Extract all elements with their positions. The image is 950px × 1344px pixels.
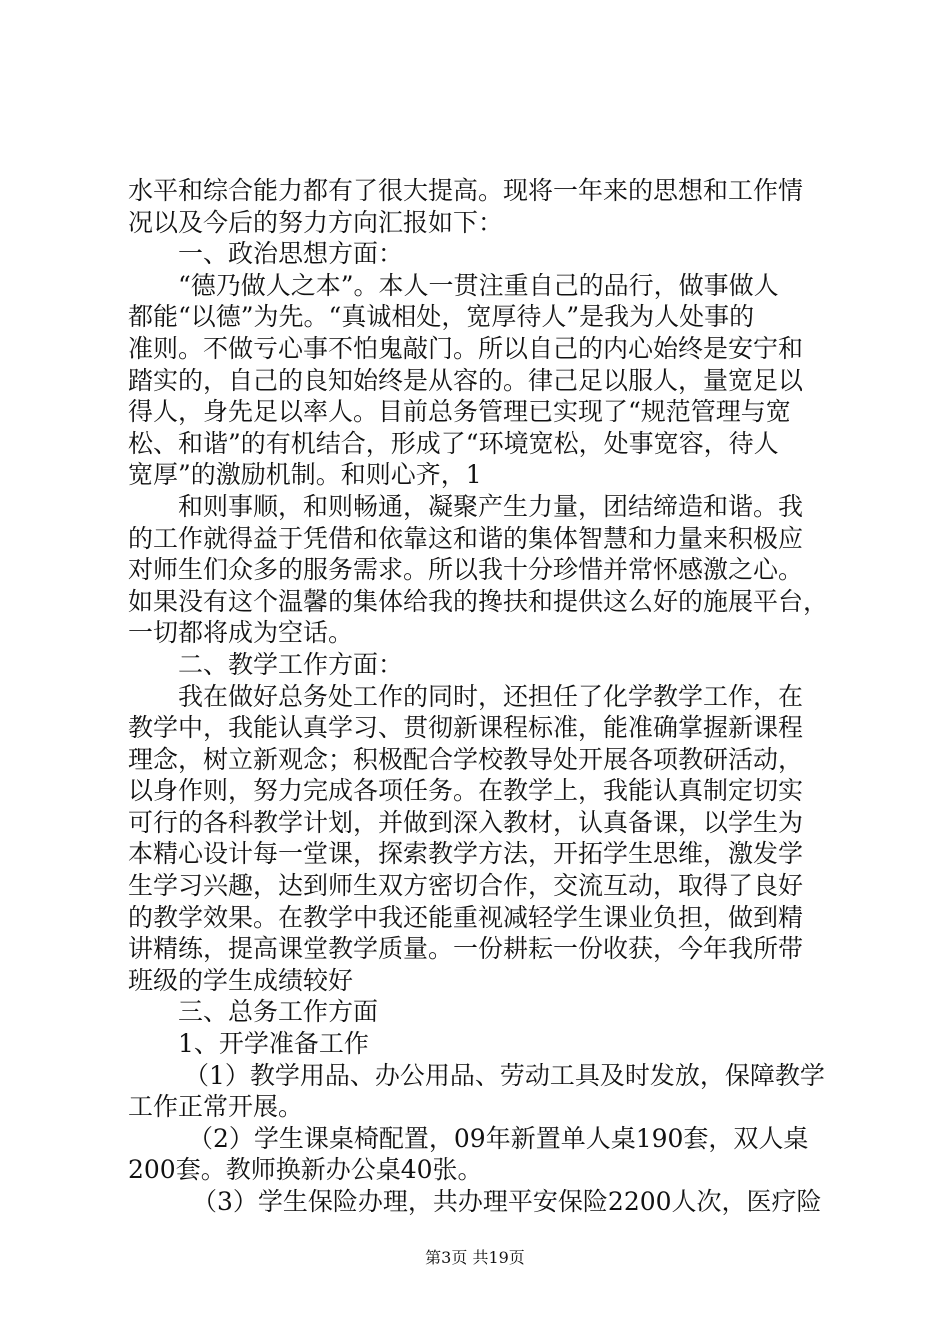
text-line: 本精心设计每一堂课，探索教学方法，开拓学生思维，激发学	[128, 839, 804, 869]
text-line: 教学中，我能认真学习、贯彻新课程标准，能准确掌握新课程	[128, 713, 804, 743]
page-footer: 第3页 共19页	[425, 1248, 525, 1267]
text-line: 我在做好总务处工作的同时，还担任了化学教学工作，在	[178, 681, 804, 711]
text-line: 如果没有这个温馨的集体给我的搀扶和提供这么好的施展平台，	[128, 586, 829, 616]
text-line: 水平和综合能力都有了很大提高。现将一年来的思想和工作情	[128, 176, 804, 205]
text-line: 宽厚”的激励机制。和则心齐，1	[128, 460, 482, 490]
text-line: 的工作就得益于凭借和依靠这和谐的集体智慧和力量来积极应	[128, 523, 804, 553]
text-line: 二、教学工作方面：	[178, 649, 404, 679]
text-line: “德乃做人之本”。本人一贯注重自己的品行，做事做人	[178, 270, 779, 300]
text-line: 得人，身先足以率人。目前总务管理已实现了“规范管理与宽	[128, 397, 791, 427]
text-line: 况以及今后的努力方向汇报如下：	[128, 207, 504, 237]
text-line: 1、开学准备工作	[178, 1029, 369, 1059]
text-line: 讲精练，提高课堂教学质量。一份耕耘一份收获，今年我所带	[128, 934, 804, 964]
text-line: （2）学生课桌椅配置，09年新置单人桌190套，双人桌	[188, 1123, 809, 1153]
text-line: 200套。教师换新办公桌40张。	[128, 1155, 483, 1185]
document-body	[128, 175, 848, 1218]
text-line: 的教学效果。在教学中我还能重视减轻学生课业负担，做到精	[128, 902, 804, 932]
text-line: 生学习兴趣，达到师生双方密切合作，交流互动，取得了良好	[128, 871, 804, 901]
text-line: （1）教学用品、办公用品、劳动工具及时发放，保障教学	[184, 1060, 825, 1090]
text-line: 一、政治思想方面：	[178, 239, 404, 269]
text-line: 班级的学生成绩较好	[128, 965, 354, 995]
text-line: 和则事顺，和则畅通，凝聚产生力量，团结缔造和谐。我	[178, 491, 804, 521]
text-line: 一切都将成为空话。	[128, 618, 354, 648]
text-line: 工作正常开展。	[128, 1092, 304, 1122]
text-line: 准则。不做亏心事不怕鬼敲门。所以自己的内心始终是安宁和	[128, 333, 804, 363]
text-line: （3）学生保险办理，共办理平安保险2200人次，医疗险	[192, 1187, 822, 1216]
text-line: 对师生们众多的服务需求。所以我十分珍惜并常怀感激之心。	[128, 555, 804, 585]
text-line: 踏实的，自己的良知始终是从容的。律己足以服人，量宽足以	[128, 365, 804, 395]
text-line: 可行的各科教学计划，并做到深入教材，认真备课，以学生为	[128, 807, 804, 837]
text-line: 都能“以德”为先。“真诚相处，宽厚待人”是我为人处事的	[128, 302, 755, 332]
text-line: 三、总务工作方面	[178, 997, 379, 1027]
text-line: 以身作则，努力完成各项任务。在教学上，我能认真制定切实	[128, 776, 804, 806]
text-line: 理念，树立新观念；积极配合学校教导处开展各项教研活动，	[128, 744, 804, 774]
text-line: 松、和谐”的有机结合，形成了“环境宽松，处事宽容，待人	[128, 428, 779, 458]
